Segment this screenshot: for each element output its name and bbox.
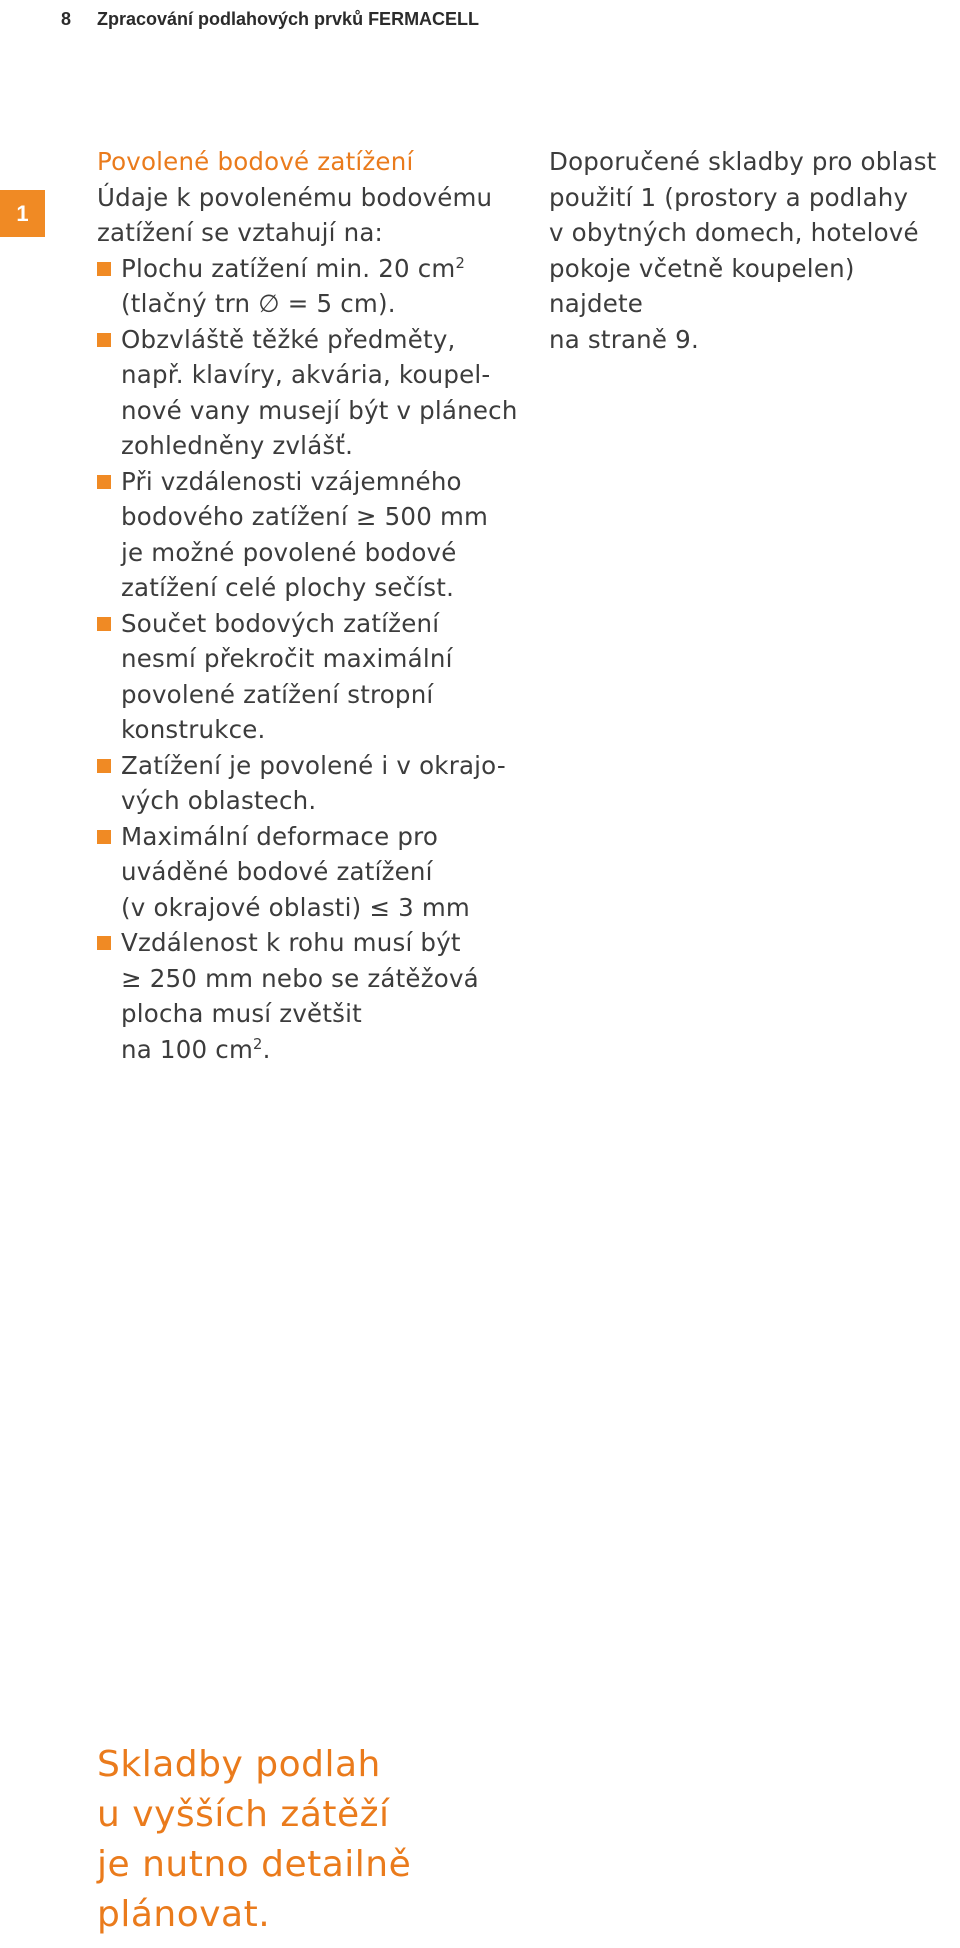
section-heading: Povolené bodové zatížení: [97, 147, 414, 176]
superscript: 2: [455, 254, 466, 272]
bullet-line: uváděné bodové zatížení: [121, 857, 433, 886]
bullet-line: zatížení celé plochy sečíst.: [121, 573, 455, 602]
highlight-quote: [97, 1740, 697, 1940]
bullet-line: na 100 cm: [121, 1034, 254, 1064]
quote-line: plánovat.: [97, 1894, 271, 1935]
bullet-item: [97, 925, 527, 1067]
right-line: v obytných domech, hotelové: [549, 218, 919, 247]
bullet-line: vých oblastech.: [121, 786, 317, 815]
bullet-list: [97, 251, 527, 1068]
page-header: [61, 4, 921, 34]
chapter-tab: 1: [0, 190, 45, 237]
bullet-line: Součet bodových zatížení: [121, 608, 440, 638]
bullet-line: Při vzdálenosti vzájemného: [121, 466, 462, 496]
bullet-line: ≥ 250 mm nebo se zátěžová: [121, 963, 479, 993]
bullet-item: [97, 251, 527, 322]
bullet-line: (v okrajové oblasti) ≤ 3 mm: [121, 892, 470, 922]
bullet-line: konstrukce.: [121, 715, 266, 744]
right-line: Doporučené skladby pro oblast: [549, 147, 937, 176]
intro-line: Údaje k povolenému bodovému: [97, 182, 493, 212]
bullet-line: Maximální deformace pro: [121, 821, 439, 851]
quote-line: Skladby podlah: [97, 1744, 381, 1785]
bullet-line: nesmí překročit maximální: [121, 644, 453, 673]
right-line: pokoje včetně koupelen) najdete: [549, 253, 855, 318]
quote-line: je nutno detailně: [97, 1844, 412, 1885]
bullet-line: Plochu zatížení min. 20 cm: [121, 253, 456, 283]
right-column: [549, 144, 944, 357]
bullet-line: Obzvláště těžké předměty,: [121, 324, 456, 354]
superscript: 2: [253, 1035, 263, 1053]
bullet-item: [97, 819, 527, 926]
bullet-square-icon: [97, 333, 111, 347]
bullet-line: Zatížení je povolené i v okrajo-: [121, 750, 506, 780]
bullet-line: nové vany musejí být v plánech: [121, 395, 518, 425]
bullet-square-icon: [97, 262, 111, 276]
intro-line: zatížení se vztahují na:: [97, 218, 383, 247]
quote-line: u vyšších zátěží: [97, 1794, 390, 1835]
bullet-line: Vzdálenost k rohu musí být: [121, 928, 461, 957]
bullet-line: plocha musí zvětšit: [121, 999, 362, 1028]
bullet-item: [97, 464, 527, 606]
bullet-square-icon: [97, 936, 111, 950]
bullet-square-icon: [97, 475, 111, 489]
page-number: 8: [61, 8, 72, 29]
bullet-line: zohledněny zvlášť.: [121, 431, 354, 460]
right-line: na straně 9.: [549, 324, 699, 354]
bullet-line: (tlačný trn ∅ = 5 cm).: [121, 289, 396, 318]
header-title: Zpracování podlahových prvků FERMACELL: [97, 8, 480, 29]
bullet-line: např. klavíry, akvária, koupel-: [121, 360, 491, 389]
bullet-square-icon: [97, 830, 111, 844]
bullet-item: [97, 748, 527, 819]
bullet-line: .: [262, 1034, 271, 1064]
bullet-item: [97, 322, 527, 464]
left-column: [97, 144, 527, 1067]
bullet-line: bodového zatížení ≥ 500 mm: [121, 502, 489, 531]
right-line: použití 1 (prostory a podlahy: [549, 182, 909, 212]
bullet-line: povolené zatížení stropní: [121, 679, 434, 709]
bullet-square-icon: [97, 617, 111, 631]
bullet-item: [97, 606, 527, 748]
bullet-line: je možné povolené bodové: [121, 537, 457, 567]
bullet-square-icon: [97, 759, 111, 773]
